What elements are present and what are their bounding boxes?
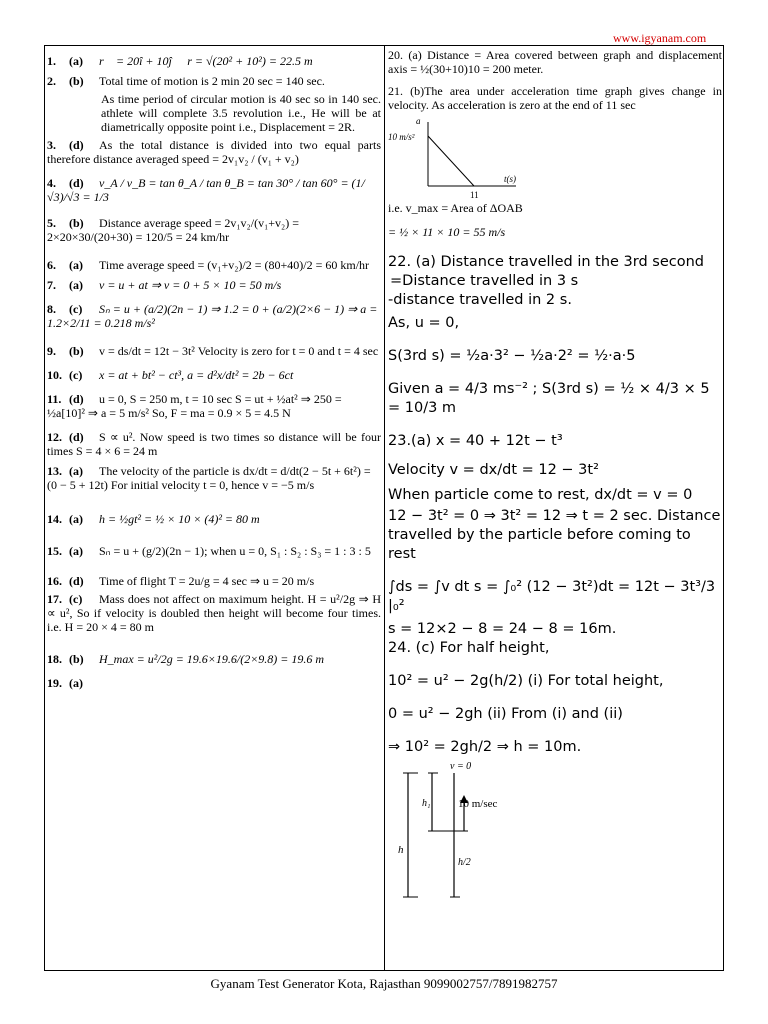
answer-number: 6. [47,258,56,272]
answer-text: As the total distance is divided into two equal parts therefore distance averaged speed = 2v₁v₂ / (v₁ + v₂) [47,138,381,166]
answer-24-eq2: 0 = u² − 2gh (ii) From (i) and (ii) [388,706,623,722]
answer-number: 7. [47,278,56,292]
answer-23-integral: ∫ds = ∫v dt s = ∫₀² (12 − 3t²)dt = 12t − 3t³/3 |₀² [388,579,716,614]
answer-text: Time average speed = (v₁+v₂)/2 = (80+40)/2 = 60 km/hr [99,258,370,272]
answer-number: 16. [47,574,62,588]
answer-number: 14. [47,512,62,526]
answer-number: 18. [47,652,62,666]
answer-number: 15. [47,544,62,558]
answer-10 [47,368,381,382]
answer-23-result: s = 12×2 − 8 = 24 − 8 = 16m. [388,621,617,637]
answer-22 [388,253,722,757]
answer-22-line: As, u = 0, [388,315,460,331]
answer-option: (a) [69,54,83,68]
answer-5 [47,216,381,244]
answer-text: v = ds/dt = 12t − 3t² Velocity is zero for t = 0 and t = 4 sec [99,344,379,358]
answer-22-given: Given a = 4/3 ms⁻² ; S(3rd s) = ½ × 4/3 × 5 = 10/3 m [388,381,710,416]
answer-6 [47,258,381,272]
answer-option: (c) [69,368,83,382]
answer-option: (d) [69,176,84,190]
answer-number: 10. [47,368,62,382]
answer-17 [47,592,381,634]
answer-2-explanation [47,92,381,134]
answer-option: (d) [69,430,84,444]
answer-option: (b) [69,74,84,88]
answer-20: 20. (a) Distance = Area covered between graph and displacement axis = ½(30+10)10 = 200 meter. [388,48,722,76]
right-column [388,48,722,901]
answer-option: (b) [69,216,84,230]
diagram-h2-label: h/2 [458,857,471,868]
answer-24-result: ⇒ 10² = 2gh/2 ⇒ h = 10m. [388,739,582,755]
answer-option: (a) [69,258,83,272]
answer-text: Mass does not affect on maximum height. H = u²/2g ⇒ H ∝ u², So if velocity is doubled then height will become four times. i.e. H = 20 × 4 = 80 m [47,592,381,634]
diagram-v0-label: v = 0 [450,761,472,772]
page-footer: Gyanam Test Generator Kota, Rajasthan 9099002757/7891982757 [210,976,558,991]
left-column [47,48,381,690]
diagram-h-label: h [398,844,404,856]
answer-number: 12. [47,430,62,444]
answer-3 [47,138,381,166]
answer-text: H_max = u²/2g = 19.6×19.6/(2×9.8) = 19.6 m [99,652,325,666]
answer-2 [47,74,381,88]
answer-number: 13. [47,464,62,478]
height-diagram [388,761,508,901]
answer-11 [47,392,381,420]
answer-text: Total time of motion is 2 min 20 sec = 140 sec. [99,74,325,88]
answer-8 [47,302,381,330]
answer-22-line: =Distance travelled in 3 s [390,273,579,289]
answer-number: 4. [47,176,56,190]
diagram-h1-label: h₁ [422,798,431,809]
answer-18 [47,652,381,666]
answer-text: v = u + at ⇒ v = 0 + 5 × 10 = 50 m/s [99,278,282,292]
answer-21-result: = ½ × 11 × 10 = 55 m/s [388,225,506,239]
acceleration-time-graph [388,114,528,199]
answer-option: (c) [69,592,83,606]
site-url: www.igyanam.com [613,31,707,45]
answer-option: (b) [69,344,84,358]
answer-1 [47,54,381,68]
answer-text: Time of flight T = 2u/g = 4 sec ⇒ u = 20 m/s [99,574,315,588]
answer-text: Sₙ = u + (g/2)(2n − 1); when u = 0, S₁ : S₂ : S₃ = 1 : 3 : 5 [99,544,371,558]
answer-option: (a) [69,278,83,292]
answer-22-line: -distance travelled in 2 s. [388,292,572,308]
answer-13 [47,464,381,492]
answer-16 [47,574,381,588]
answer-text: r⃗ = 20î + 10ĵ ∴ r = √(20² + 10²) = 22.5 m [99,54,313,68]
graph-y-value: 10 m/s² [388,132,415,142]
answer-option: (d) [69,574,84,588]
answer-option: (a) [69,676,83,690]
graph-y-axis-label: a [416,116,421,126]
answer-number: 1. [47,54,56,68]
answer-text: S ∝ u². Now speed is two times so distance will be four times S = 4 × 6 = 24 m [47,430,381,458]
answer-24-eq1: 10² = u² − 2g(h/2) (i) For total height, [388,673,664,689]
answer-19 [47,676,381,690]
answer-15 [47,544,381,558]
answer-23-velocity: Velocity v = dx/dt = 12 − 3t² [388,462,599,478]
answer-23-time: 12 − 3t² = 0 ⇒ 3t² = 12 ⇒ t = 2 sec. Distance travelled by the particle before coming to rest [388,508,721,562]
answer-text: x = at + bt² − ct³, a = d²x/dt² = 2b − 6ct [99,368,294,382]
answer-text: The velocity of the particle is dx/dt = d/dt(2 − 5t + 6t²) = (0 − 5 + 12t) For initial velocity t = 0, hence v = −5 m/s [47,464,371,492]
answer-7 [47,278,381,292]
answer-4 [47,176,381,204]
graph-x-axis-label: t(s) [504,174,516,184]
answer-24-heading: 24. (c) For half height, [388,640,550,656]
answer-9 [47,344,381,358]
answer-text: Distance average speed = 2v₁v₂/(v₁+v₂) = 2×20×30/(20+30) = 120/5 = 24 km/hr [47,216,299,244]
answer-number: 11. [47,392,62,406]
answer-text: v_A / v_B = tan θ_A / tan θ_B = tan 30° / tan 60° = (1/√3)/√3 = 1/3 [47,176,365,204]
answer-text: Sₙ = u + (a/2)(2n − 1) ⇒ 1.2 = 0 + (a/2)(2×6 − 1) ⇒ a = 1.2×2/11 = 0.218 m/s² [47,302,378,330]
answer-text: u = 0, S = 250 m, t = 10 sec S = ut + ½at² ⇒ 250 = ½a[10]² ⇒ a = 5 m/s² So, F = ma = 0.9 × 5 = 4.5 N [47,392,342,420]
answer-option: (d) [69,392,84,406]
answer-option: (a) [69,512,83,526]
answer-number: 19. [47,676,62,690]
answer-21: 21. (b)The area under acceleration time graph gives change in velocity. As acceleration is zero at the end of 11 sec [388,84,722,112]
answer-22-heading: 22. (a) Distance travelled in the 3rd second [388,254,705,270]
column-divider [384,45,385,971]
answer-option: (b) [69,652,84,666]
answer-number: 9. [47,344,56,358]
answer-option: (a) [69,544,83,558]
answer-text: h = ½gt² = ½ × 10 × (4)² = 80 m [99,512,260,526]
answer-23-rest: When particle come to rest, dx/dt = v = 0 [388,487,693,503]
answer-22-equation: S(3rd s) = ½a·3² − ½a·2² = ½·a·5 [388,348,636,364]
answer-option: (d) [69,138,84,152]
answer-12 [47,430,381,458]
answer-number: 5. [47,216,56,230]
answer-number: 17. [47,592,62,606]
diagram-speed-label: 10 m/sec [458,798,498,810]
answer-number: 3. [47,138,56,152]
answer-text: As time period of circular motion is 40 sec so in 140 sec. athlete will complete 3.5 revolution i.e., He will be at diametrically opposite point i.e., Displacement = 2R. [101,92,381,134]
graph-x-value: 11 [470,190,479,199]
answer-number: 8. [47,302,56,316]
answer-21-vmax: i.e. v_max = Area of ΔOAB [388,201,523,215]
answer-number: 2. [47,74,56,88]
answer-option: (a) [69,464,83,478]
answer-option: (c) [69,302,83,316]
answer-23-heading: 23.(a) x = 40 + 12t − t³ [388,433,563,449]
answer-14 [47,512,381,526]
